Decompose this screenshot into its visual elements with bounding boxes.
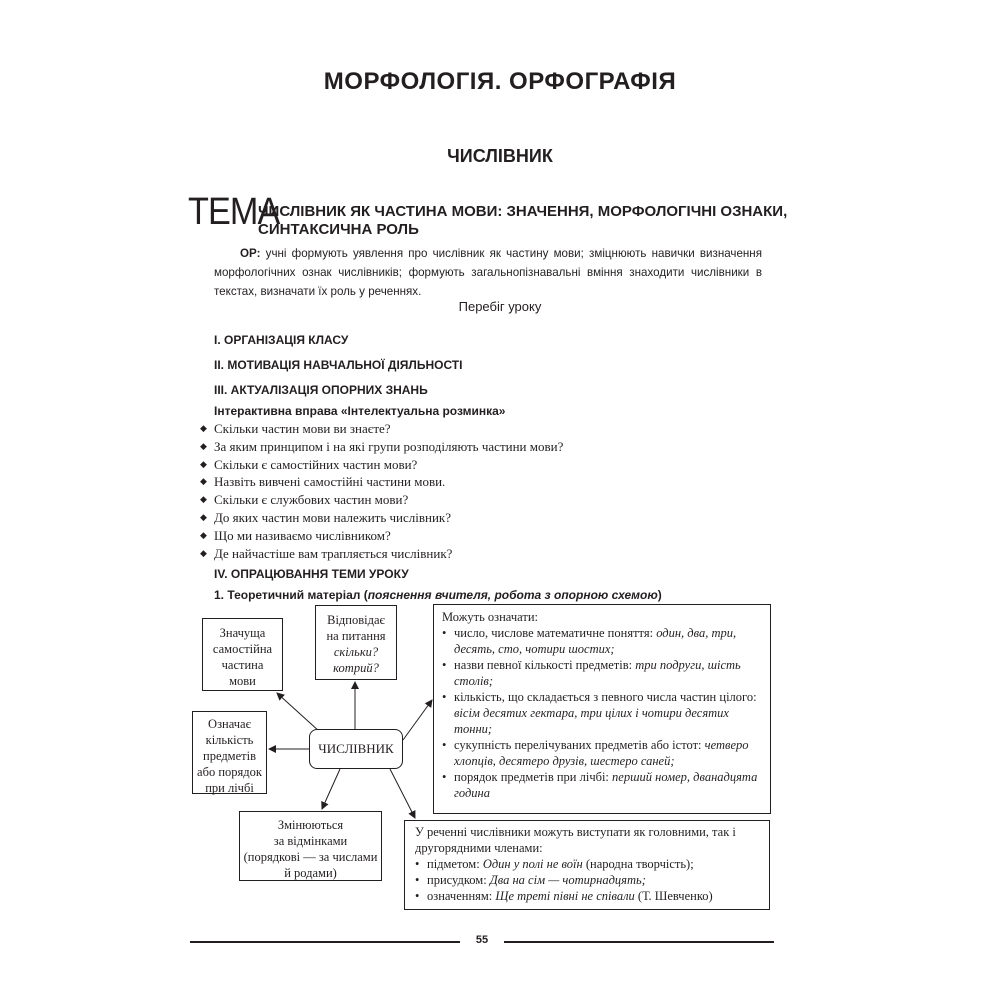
section-title: ЧИСЛІВНИК [447, 146, 553, 166]
stage-actualization: ІІІ. АКТУАЛІЗАЦІЯ ОПОРНИХ ЗНАНЬ [214, 383, 428, 397]
list-item: ◆ Що ми називаємо числівником? [200, 527, 391, 543]
list-item: • порядок предметів при лічбі: перший номер, дванадцята година [442, 770, 758, 800]
arrow-to-role [390, 769, 415, 818]
topic-title-line-2: СИНТАКСИЧНА РОЛЬ [258, 221, 419, 238]
learning-outcomes-label: ОР: [240, 247, 261, 260]
arrow-to-means [403, 700, 432, 740]
page-number: 55 [475, 934, 489, 946]
list-item: ◆ До яких частин мови належить числівник? [200, 509, 452, 525]
list-item: • кількість, що складається з певного числа частин цілого: вісім десятих гектара, три цілих і чотири десятих тонни; [442, 690, 757, 736]
list-item: ◆ За яким принципом і на які групи розподіляють частини мови? [200, 438, 564, 454]
list-item: • число, числове математичне поняття: один, два, три, десять, сто, чотири шостих; [442, 626, 737, 656]
arrow-to-meaning [277, 693, 320, 732]
list-item: ◆ Назвіть вивчені самостійні частини мови. [200, 474, 446, 490]
diagram-box-role [404, 820, 770, 910]
list-item: ◆ Скільки є самостійних частин мови? [200, 456, 418, 472]
footer-rule-left [190, 941, 460, 943]
diamond-bullet-icon: ◆ [200, 458, 207, 469]
diamond-bullet-icon: ◆ [200, 494, 207, 505]
list-item: • сукупність перелічуваних предметів або істот: четверо хлопців, десятеро друзів, шестеро саней; [442, 738, 749, 768]
diamond-bullet-icon: ◆ [200, 547, 207, 558]
diamond-bullet-icon: ◆ [200, 476, 207, 487]
list-item: • назви певної кількості предметів: три подруги, шість столів; [442, 658, 741, 688]
list-item: ◆ Скільки частин мови ви знаєте? [200, 421, 391, 436]
role-heading: У реченні числівники можуть виступати як головними, так і другорядними членами: [415, 825, 736, 855]
stage-topic-work: IV. ОПРАЦЮВАННЯ ТЕМИ УРОКУ [214, 567, 409, 581]
stage-organization: І. ОРГАНІЗАЦІЯ КЛАСУ [214, 333, 349, 347]
diamond-bullet-icon: ◆ [200, 511, 207, 522]
arrow-to-changes [322, 769, 340, 809]
theory-heading: 1. Теоретичний матеріал (пояснення вчителя, робота з опорною схемою) [214, 588, 662, 602]
diagram-box-question: Відповідає на питання скільки? котрий? [315, 605, 397, 680]
list-item: ◆ Скільки є службових частин мови? [200, 492, 409, 508]
stage-motivation: ІІ. МОТИВАЦІЯ НАВЧАЛЬНОЇ ДІЯЛЬНОСТІ [214, 358, 463, 372]
exercise-title: Інтерактивна вправа «Інтелектуальна розминка» [214, 404, 506, 418]
diagram-box-counts: Означає кількість предметів або порядок при лічбі [192, 711, 267, 794]
list-item: • підметом: Один у полі не воїн (народна творчість); [415, 857, 694, 871]
topic-title-line-1: ЧИСЛІВНИК ЯК ЧАСТИНА МОВИ: ЗНАЧЕННЯ, МОРФОЛОГІЧНІ ОЗНАКИ, [258, 203, 788, 220]
list-item: • означенням: Ще треті півні не співали (Т. Шевченко) [415, 889, 713, 903]
means-heading: Можуть означати: [442, 610, 538, 624]
main-title: МОРФОЛОГІЯ. ОРФОГРАФІЯ [323, 68, 677, 95]
list-item: ◆ Де найчастіше вам трапляється числівник? [200, 545, 453, 561]
diamond-bullet-icon: ◆ [200, 440, 207, 451]
list-item: • присудком: Два на сім — чотирнадцять; [415, 873, 646, 887]
diagram-box-changes: Змінюються за відмінками (порядкові — за числами й родами) [239, 811, 382, 881]
learning-outcomes-text: учні формують уявлення про числівник як частину мови; зміцнюють навички визначення морфологічних ознак числівників; формують загальнопізнавальні вміння знаходити числівники в текстах, визначати їх роль у реченнях. [214, 247, 762, 298]
diagram-box-meaning: Значуща самостійна частина мови [202, 618, 283, 691]
diamond-bullet-icon: ◆ [200, 423, 207, 433]
theory-note: пояснення вчителя, робота з опорною схемою [367, 588, 658, 602]
footer-rule-right [504, 941, 774, 943]
diagram-box-means [433, 604, 771, 814]
lesson-course-heading: Перебіг уроку [458, 299, 542, 314]
diagram-center-node: ЧИСЛІВНИК [309, 729, 403, 769]
diamond-bullet-icon: ◆ [200, 529, 207, 540]
tema-label: ТЕМА [188, 191, 280, 233]
